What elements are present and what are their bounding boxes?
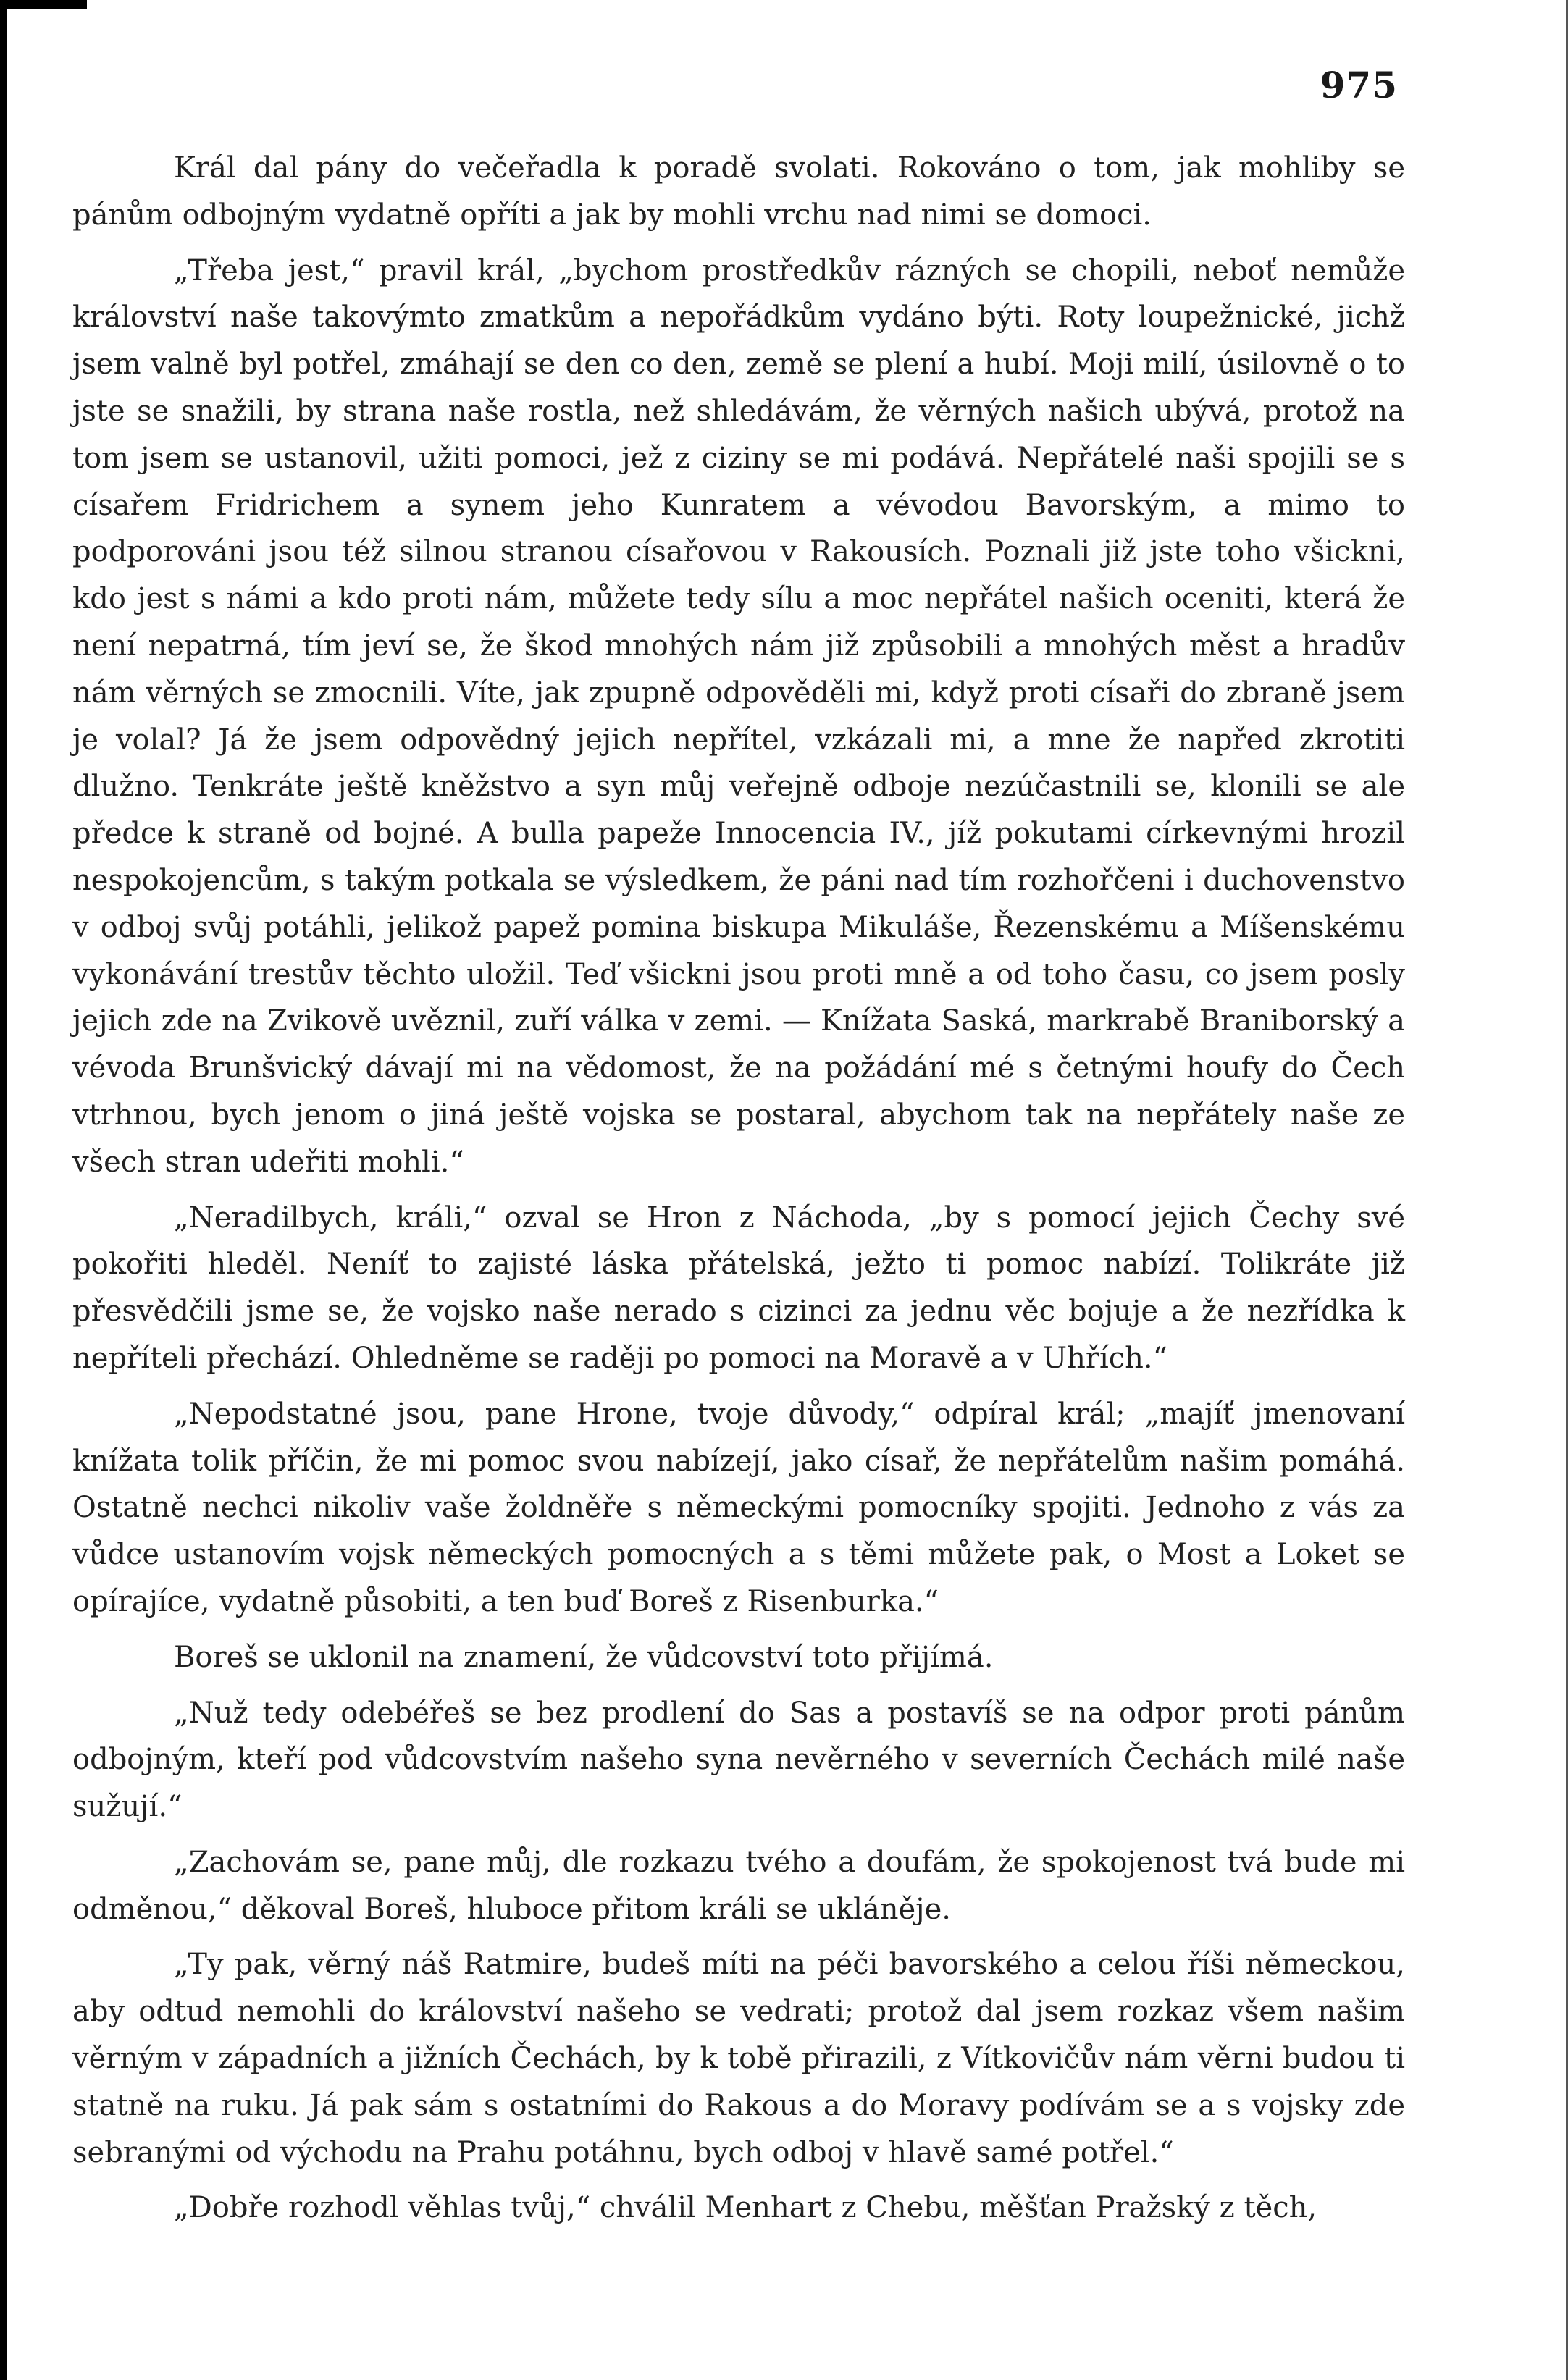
scan-border-top — [0, 0, 87, 9]
paragraph-5: Boreš se uklonil na znamení, že vůdcovství toto přijímá. — [174, 1640, 994, 1674]
scan-border-left — [0, 0, 7, 2380]
paragraph-2: „Třeba jest,“ pravil král, „bychom prostředkův rázných se chopili, neboť nemůže království naše takovýmto zmatkům a nepořádkům vydáno býti. Roty loupežnické, jichž jsem valně byl potřel, zmáhají se den co den, země se plení a hubí. Moji milí, úsilovně o to jste se snažili, by strana naše rostla, než shledávám, že věrných našich ubývá, protož na tom jsem se ustanovil, užiti pomoci, jež z ciziny se mi podává. Nepřátelé naši spojili se s císařem Fridrichem a synem jeho Kunratem a vévodou Bavorským, a mimo to podporováni jsou též silnou stranou císařovou v Rakousích. Poznali již jste toho všickni, kdo jest s námi a kdo proti nám, můžete tedy sílu a moc nepřátel našich oceniti, která že není nepatrná, tím jeví se, že škod mnohých nám již způsobili a mnohých měst a hradův nám věrných se zmocnili. Víte, jak zpupně odpověděli mi, když proti císaři do zbraně jsem je volal? Já že jsem odpovědný jejich nepřítel, vzkázali mi, a mne že napřed zkrotiti dlužno. Tenkráte ještě kněžstvo a syn můj veřejně odboje nezúčastnili se, klonili se ale předce k straně od bojné. A bulla papeže Innocencia IV., jíž pokutami církevnými hrozil nespokojencům, s takým potkala se výsledkem, že páni nad tím rozhořčeni i duchovenstvo v odboj svůj potáhli, jelikož papež pomina biskupa Mikuláše, Řezenskému a Míšenskému vykonávání trestův těchto uložil. Teď všickni jsou proti mně a od toho času, co jsem posly jejich zde na Zvikově uvěznil, zuří válka v zemi. — Knížata Saská, markrabě Braniborský a vévoda Brunšvický dávají mi na vědomost, že na požádání mé s četnými houfy do Čech vtrhnou, bych jenom o jiná ještě vojska se postaral, abychom tak na nepřátely naše ze všech stran udeřiti mohli.“ — [72, 253, 1405, 1179]
paragraph-1: Král dal pány do večeřadla k poradě svolati. Rokováno o tom, jak mohliby se pánům odbojným vydatně opříti a jak by mohli vrchu nad nimi se domoci. — [72, 151, 1405, 232]
paragraph-4: „Nepodstatné jsou, pane Hrone, tvoje důvody,“ odpíral král; „majíť jmenovaní knížata tolik příčin, že mi pomoc svou nabízejí, jako císař, že nepřátelům našim pomáhá. Ostatně nechci nikoliv vaše žoldněře s německými pomocníky spojiti. Jednoho z vás za vůdce ustanovím vojsk německých pomocných a s těmi můžete pak, o Most a Loket se opírajíce, vydatně působiti, a ten buď Boreš z Risenburka.“ — [72, 1397, 1405, 1618]
paragraph-7: „Zachovám se, pane můj, dle rozkazu tvého a doufám, že spokojenost tvá bude mi odměnou,“ děkoval Boreš, hluboce přitom králi se ukláněje. — [72, 1845, 1405, 1926]
paragraph-9: „Dobře rozhodl věhlas tvůj,“ chválil Menhart z Chebu, měšťan Pražský z těch, — [174, 2191, 1317, 2225]
page-number: 975 — [1320, 64, 1398, 106]
paragraph-3: „Neradilbych, králi,“ ozval se Hron z Náchoda, „by s pomocí jejich Čechy své pokořiti hleděl. Neníť to zajisté láska přátelská, ježto ti pomoc nabízí. Tolikráte již přesvědčili jsme se, že vojsko naše nerado s cizinci za jednu věc bojuje a že nezřídka k nepříteli přechází. Ohledněme se raději po pomoci na Moravě a v Uhřích.“ — [72, 1200, 1405, 1375]
paragraph-6: „Nuž tedy odebéřeš se bez prodlení do Sas a postavíš se na odpor proti pánům odbojným, kteří pod vůdcovstvím našeho syna nevěrného v severních Čechách milé naše sužují.“ — [72, 1696, 1405, 1824]
paragraph-8: „Ty pak, věrný náš Ratmire, budeš míti na péči bavorského a celou říši německou, aby odtud nemohli do království našeho se vedrati; protož dal jsem rozkaz všem našim věrným v západních a jižních Čechách, by k tobě přirazili, z Vítkovičův nám věrni budou ti statně na ruku. Já pak sám s ostatními do Rakous a do Moravy podívám se a s vojsky zde sebranými od východu na Prahu potáhnu, bych odboj v hlavě samé potřel.“ — [72, 1948, 1405, 2169]
body-text — [72, 145, 1405, 2240]
